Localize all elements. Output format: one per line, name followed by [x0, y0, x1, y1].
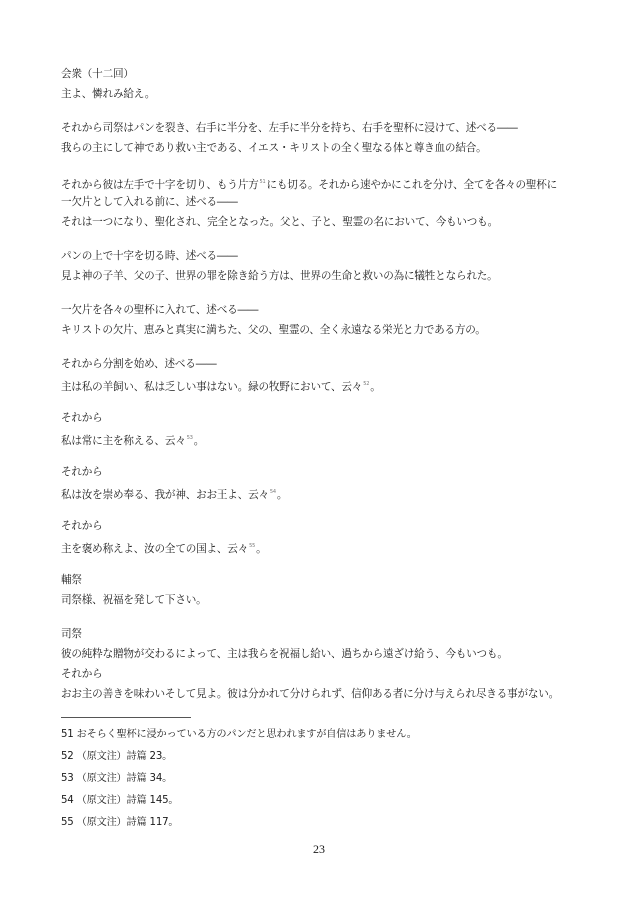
verse-text: 主を褒め称えよ、汝の全ての国よ、云々: [61, 543, 249, 555]
rubric-line: それから: [61, 668, 103, 680]
footnote-54: 54 （原文注）詩篇 145。: [61, 795, 179, 806]
text-line: 主よ、憐れみ給え。: [61, 88, 156, 100]
footnote-52: 52 （原文注）詩篇 23。: [61, 751, 173, 762]
text-line: 司祭様、祝福を発して下さい。: [61, 594, 207, 606]
rubric-text: それから彼は左手で十字を切り、もう片方: [61, 179, 259, 191]
text-line: [61, 539, 591, 556]
verse-text: 私は汝を崇め奉る、我が神、おお王よ、云々: [61, 489, 269, 501]
rubric-line: 一欠片として入れる前に、述べる――: [61, 196, 238, 208]
footnote-ref-53: 53: [186, 435, 193, 441]
verse-text: 主は私の羊飼い、私は乏しい事はない。緑の牧野において、云々: [61, 381, 363, 393]
punctuation: 。: [256, 543, 267, 555]
punctuation: 。: [193, 435, 205, 447]
footnote-51: 51 おそらく聖杯に浸かっている方のパンだと思われますが自信はありません。: [61, 729, 417, 740]
footnote-ref-52: 52: [363, 381, 370, 387]
text-line: 見よ神の子羊、父の子、世界の罪を除き給う方は、世界の生命と救いの為に犠牲となられた。: [61, 270, 498, 282]
rubric-line: [61, 175, 591, 192]
footnote-ref-55: 55: [249, 543, 256, 549]
text-line: [61, 431, 591, 448]
text-line: [61, 377, 591, 394]
footnote-separator: [61, 717, 191, 718]
text-line: [61, 485, 591, 502]
rubric-line: パンの上で十字を切る時、述べる――: [61, 250, 238, 262]
speaker-congregation: 会衆（十二回）: [61, 68, 134, 80]
footnote-55: 55 （原文注）詩篇 117。: [61, 817, 179, 828]
rubric-line: 一欠片を各々の聖杯に入れて、述べる――: [61, 304, 259, 316]
page-number: 23: [313, 842, 325, 856]
rubric-line: それから: [61, 412, 103, 424]
text-line: それは一つになり、聖化され、完全となった。父と、子と、聖霊の名において、今もいつも。: [61, 216, 498, 228]
speaker-deacon: 輔祭: [61, 574, 82, 586]
rubric-text: にも切る。それから速やかにこれを分け、全てを各々の聖杯に: [266, 179, 558, 191]
text-line: 彼の純粋な贈物が交わるによって、主は我らを祝福し給い、過ちから遠ざけ給う、今もいつも。: [61, 648, 508, 660]
footnote-53: 53 （原文注）詩篇 34。: [61, 773, 173, 784]
footnote-ref-51: 51: [259, 179, 266, 185]
text-line: キリストの欠片、恵みと真実に満ちた、父の、聖霊の、全く永遠なる栄光と力である方の。: [61, 324, 486, 336]
speaker-priest: 司祭: [61, 628, 82, 640]
verse-text: 私は常に主を称える、云々: [61, 435, 186, 447]
rubric-line: それから: [61, 520, 103, 532]
punctuation: 。: [276, 489, 288, 501]
rubric-line: それから司祭はパンを裂き、右手に半分を、左手に半分を持ち、右手を聖杯に浸けて、述べる――: [61, 122, 518, 134]
footnote-ref-54: 54: [269, 489, 276, 495]
rubric-line: それから分割を始め、述べる――: [61, 358, 217, 370]
text-line: おお主の善きを味わいそして見よ。彼は分かれて分けられず、信仰ある者に分け与えられ尽きる事がない。: [61, 688, 560, 700]
rubric-line: それから: [61, 466, 103, 478]
text-line: 我らの主にして神であり救い主である、イエス・キリストの全く聖なる体と尊き血の結合。: [61, 142, 487, 154]
punctuation: 。: [370, 381, 381, 393]
